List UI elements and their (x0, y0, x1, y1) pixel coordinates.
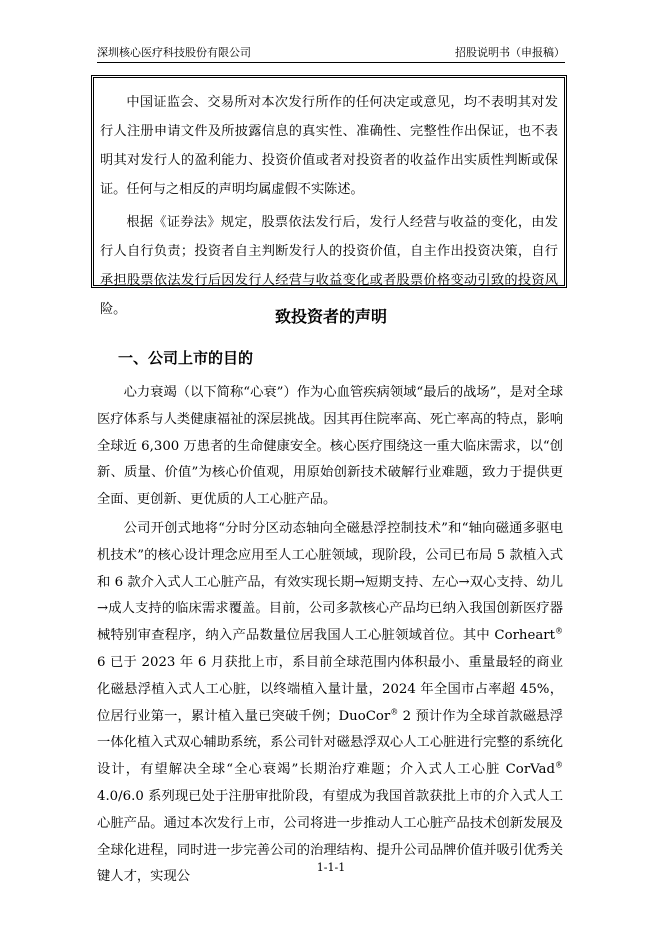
page-header (97, 44, 565, 60)
body-paragraph-2 (97, 516, 563, 891)
registered-mark: ® (555, 760, 563, 770)
para2-part-d: 4.0/6.0 系列现已处于注册审批阶段，有望成为我国首款获批上市的介入式人工心脏产品。通过本次发行上市，公司将进一步推动人工心脏产品技术创新发展及全球化进程，同时进一步完善公司的治理结构、提升公司品牌价值并吸引优秀关键人才，实现公 (97, 788, 563, 885)
registered-mark: ® (390, 707, 399, 717)
body-paragraph-1-container (97, 380, 563, 514)
para2-part-c: 2 预计作为全球首款磁悬浮一体化植入式双心辅助系统，系公司针对磁悬浮双心人工心脏进行完整的系统化设计，有望解决全球“全心衰竭”长期治疗难题；介入式人工心脏 CorVad (97, 708, 563, 778)
page-title: 致投资者的声明 (274, 307, 387, 326)
header-document-type: 招股说明书（申报稿） (455, 46, 565, 59)
header-divider (97, 62, 565, 63)
notice-paragraph-2: 根据《证券法》规定，股票依法发行后，发行人经营与收益的变化，由发行人自行负责；投资者自主判断发行人的投资价值，自主作出投资决策，自行承担股票依法发行后因发行人经营与收益变化或者股票价格变动引致的投资风险。 (100, 215, 558, 317)
registered-mark: ® (555, 626, 563, 636)
body-paragraph-2-container (97, 516, 563, 891)
section-heading: 一、公司上市的目的 (118, 349, 254, 367)
para2-part-b: 6 已于 2023 年 6 月获批上市，系目前全球范围内体积最小、重量最轻的商业化磁悬浮植入式人工心脏，以终端植入量计量，2024 年全国市占率超 45%，位居行业第一，累计植入量已突破千例；DuoCor (97, 654, 563, 724)
para2-part-a: 公司开创式地将“分时分区动态轴向全磁悬浮控制技术”和“轴向磁通多驱电机技术”的核心设计理念应用至人工心脏领域，现阶段，公司已布局 5 款植入式和 6 款介入式人工心脏产品，有效实现长期→短期支持、左心→双心支持、幼儿→成人支持的临床需求覆盖。目前，公司多款核心产品均已纳入我国创新医疗器械特别审查程序，纳入产品数量位居我国人工心脏领域首位。其中 Corheart (97, 521, 563, 644)
body-paragraph-1: 心力衰竭（以下简称“心衰”）作为心血管疾病领域“最后的战场”，是对全球医疗体系与人类健康福祉的深层挑战。因其再住院率高、死亡率高的特点，影响全球近 6,300 万患者的生命健康安全。核心医疗围绕这一重大临床需求，以“创新、质量、价值”为核心价值观，用原始创新技术破解行业难题，致力于提供更全面、更创新、更优质的人工心脏产品。 (97, 385, 563, 508)
page-number: 1-1-1 (316, 861, 346, 874)
notice-paragraph-1: 中国证监会、交易所对本次发行所作的任何决定或意见，均不表明其对发行人注册申请文件及所披露信息的真实性、准确性、完整性作出保证，也不表明其对发行人的盈利能力、投资价值或者对投资者的收益作出实质性判断或保证。任何与之相反的声明均属虚假不实陈述。 (100, 95, 558, 197)
header-company-name: 深圳核心医疗科技股份有限公司 (97, 46, 251, 59)
